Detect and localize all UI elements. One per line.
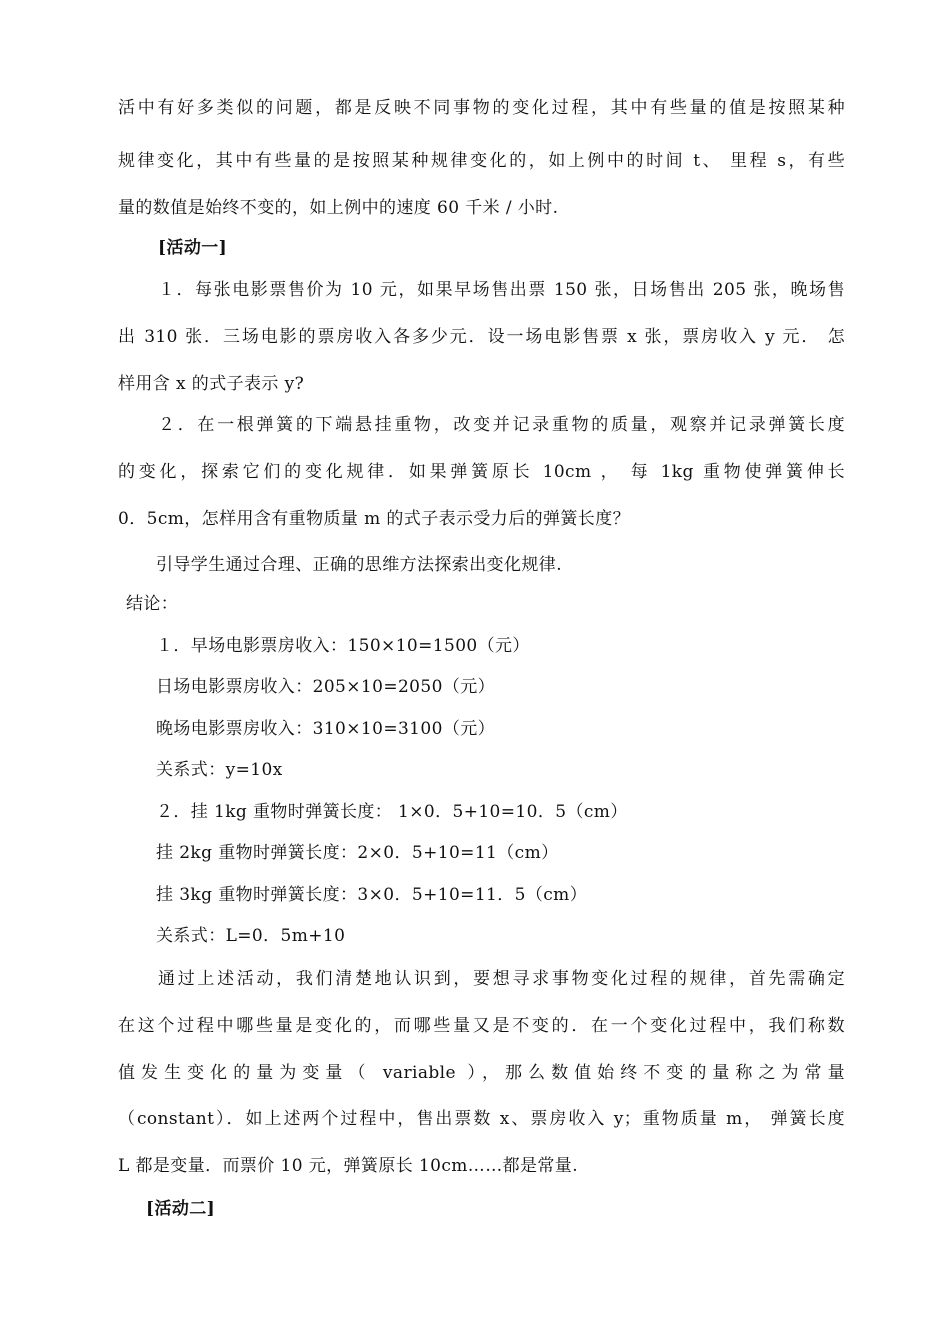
intro-line-1: 活中有好多类似的问题，都是反映不同事物的变化过程，其中有些量的值是按照某种 <box>118 98 845 118</box>
question-1-line-2: 出 310 张．三场电影的票房收入各多少元．设一场电影售票 x 张，票房收入 y 元． 怎 <box>118 327 845 347</box>
summary-line-4: （constant）．如上述两个过程中，售出票数 x、票房收入 y；重物质量 m， 弹簧长度 <box>118 1109 845 1129</box>
conclusion-line-7: 挂 3kg 重物时弹簧长度：3×0．5+10=11．5（cm） <box>156 885 588 905</box>
conclusion-label: 结论： <box>126 594 179 614</box>
summary-line-5: L 都是变量．而票价 10 元，弹簧原长 10cm……都是常量. <box>118 1156 579 1176</box>
conclusion-line-8: 关系式：L=0．5m+10 <box>156 926 346 946</box>
intro-line-2: 规律变化，其中有些量的是按照某种规律变化的，如上例中的时间 t、 里程 s，有些 <box>118 151 845 171</box>
summary-line-1: 通过上述活动，我们清楚地认识到，要想寻求事物变化过程的规律，首先需确定 <box>158 969 845 989</box>
conclusion-line-6: 挂 2kg 重物时弹簧长度：2×0．5+10=11（cm） <box>156 843 559 863</box>
conclusion-line-1: １．早场电影票房收入：150×10=1500（元） <box>156 636 530 656</box>
conclusion-line-5: ２．挂 1kg 重物时弹簧长度： 1×0．5+10=10．5（cm） <box>156 802 628 822</box>
question-2-line-1: ２．在一根弹簧的下端悬挂重物，改变并记录重物的质量，观察并记录弹簧长度 <box>158 415 845 435</box>
question-2-line-3: 0．5cm，怎样用含有重物质量 m 的式子表示受力后的弹簧长度？ <box>118 509 630 529</box>
question-2-line-2: 的变化，探索它们的变化规律．如果弹簧原长 10cm ， 每 1kg 重物使弹簧伸长 <box>118 462 845 482</box>
activity-1-heading: [活动一] <box>158 238 228 258</box>
summary-line-3: 值发生变化的量为变量（ variable ），那么数值始终不变的量称之为常量 <box>118 1063 845 1083</box>
guide-text: 引导学生通过合理、正确的思维方法探索出变化规律. <box>156 555 563 575</box>
question-1-line-1: １．每张电影票售价为 10 元，如果早场售出票 150 张，日场售出 205 张，晚场售 <box>158 280 845 300</box>
conclusion-line-3: 晚场电影票房收入：310×10=3100（元） <box>156 719 496 739</box>
conclusion-line-4: 关系式：y=10x <box>156 760 283 780</box>
conclusion-line-2: 日场电影票房收入：205×10=2050（元） <box>156 677 496 697</box>
intro-line-3: 量的数值是始终不变的，如上例中的速度 60 千米 / 小时. <box>118 198 559 218</box>
activity-2-heading: [活动二] <box>146 1199 216 1219</box>
summary-line-2: 在这个过程中哪些量是变化的，而哪些量又是不变的．在一个变化过程中，我们称数 <box>118 1016 845 1036</box>
question-1-line-3: 样用含 x 的式子表示 y? <box>118 374 305 394</box>
